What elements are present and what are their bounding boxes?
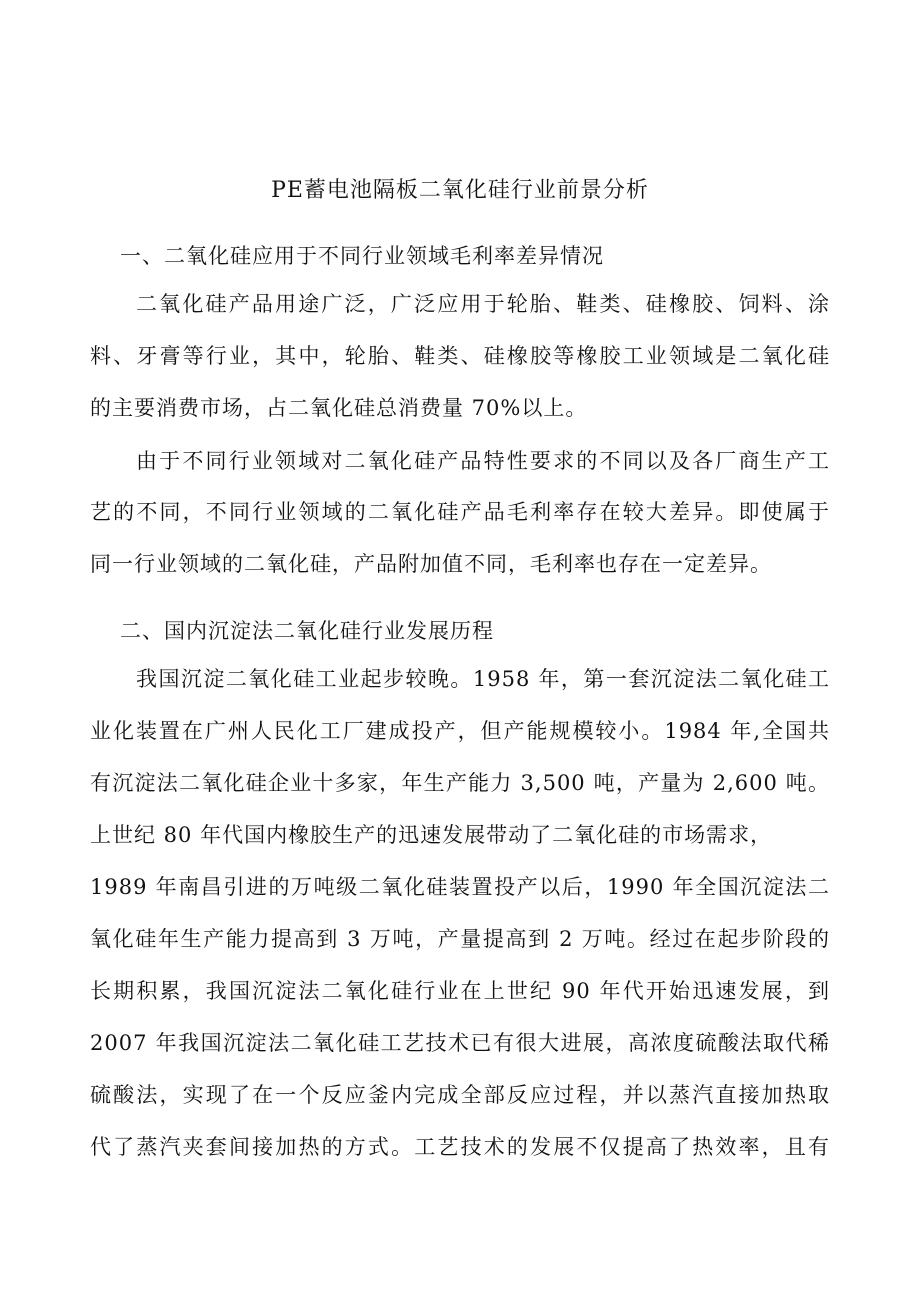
section-1-paragraph-2-line-3: 同一行业领域的二氧化硅，产品附加值不同，毛利率也存在一定差异。 <box>90 552 772 576</box>
section-2-paragraph-1-line-9: 硫酸法，实现了在一个反应釜内完成全部反应过程，并以蒸汽直接加热取 <box>90 1083 830 1107</box>
section-2-paragraph-1-line-3: 有沉淀法二氧化硅企业十多家，年生产能力 3,500 吨，产量为 2,600 吨。 <box>90 771 830 795</box>
section-1-paragraph-2-line-2: 艺的不同，不同行业领域的二氧化硅产品毛利率存在较大差异。即使属于 <box>90 500 830 524</box>
section-2-paragraph-1-line-8: 2007 年我国沉淀法二氧化硅工艺技术已有很大进展，高浓度硫酸法取代稀 <box>90 1031 830 1055</box>
section-2-paragraph-1-line-7: 长期积累，我国沉淀法二氧化硅行业在上世纪 90 年代开始迅速发展，到 <box>90 979 830 1003</box>
section-1-paragraph-1-line-2: 料、牙膏等行业，其中，轮胎、鞋类、硅橡胶等橡胶工业领域是二氧化硅 <box>90 344 830 368</box>
section-1-paragraph-1-line-3: 的主要消费市场，占二氧化硅总消费量 70%以上。 <box>90 396 588 420</box>
section-2-paragraph-1-line-4: 上世纪 80 年代国内橡胶生产的迅速发展带动了二氧化硅的市场需求， <box>90 823 773 847</box>
section-2-paragraph-1-line-1: 我国沉淀二氧化硅工业起步较晚。1958 年，第一套沉淀法二氧化硅工 <box>136 667 830 691</box>
section-1-paragraph-1-line-1: 二氧化硅产品用途广泛，广泛应用于轮胎、鞋类、硅橡胶、饲料、涂 <box>136 292 830 316</box>
section-2-paragraph-1-line-10: 代了蒸汽夹套间接加热的方式。工艺技术的发展不仅提高了热效率，且有 <box>90 1135 830 1159</box>
section-1-paragraph-2-line-1: 由于不同行业领域对二氧化硅产品特性要求的不同以及各厂商生产工 <box>136 449 830 473</box>
section-2-paragraph-1-line-5: 1989 年南昌引进的万吨级二氧化硅装置投产以后，1990 年全国沉淀法二 <box>90 875 830 899</box>
section-1-heading: 一、二氧化硅应用于不同行业领域毛利率差异情况 <box>120 244 604 268</box>
section-2-paragraph-1-line-6: 氧化硅年生产能力提高到 3 万吨，产量提高到 2 万吨。经过在起步阶段的 <box>90 927 830 951</box>
section-2-paragraph-1-line-2: 业化装置在广州人民化工厂建成投产，但产能规模较小。1984 年,全国共 <box>90 719 830 743</box>
section-2-heading: 二、国内沉淀法二氧化硅行业发展历程 <box>120 619 494 643</box>
document-title: PE蓄电池隔板二氧化硅行业前景分析 <box>271 178 649 203</box>
